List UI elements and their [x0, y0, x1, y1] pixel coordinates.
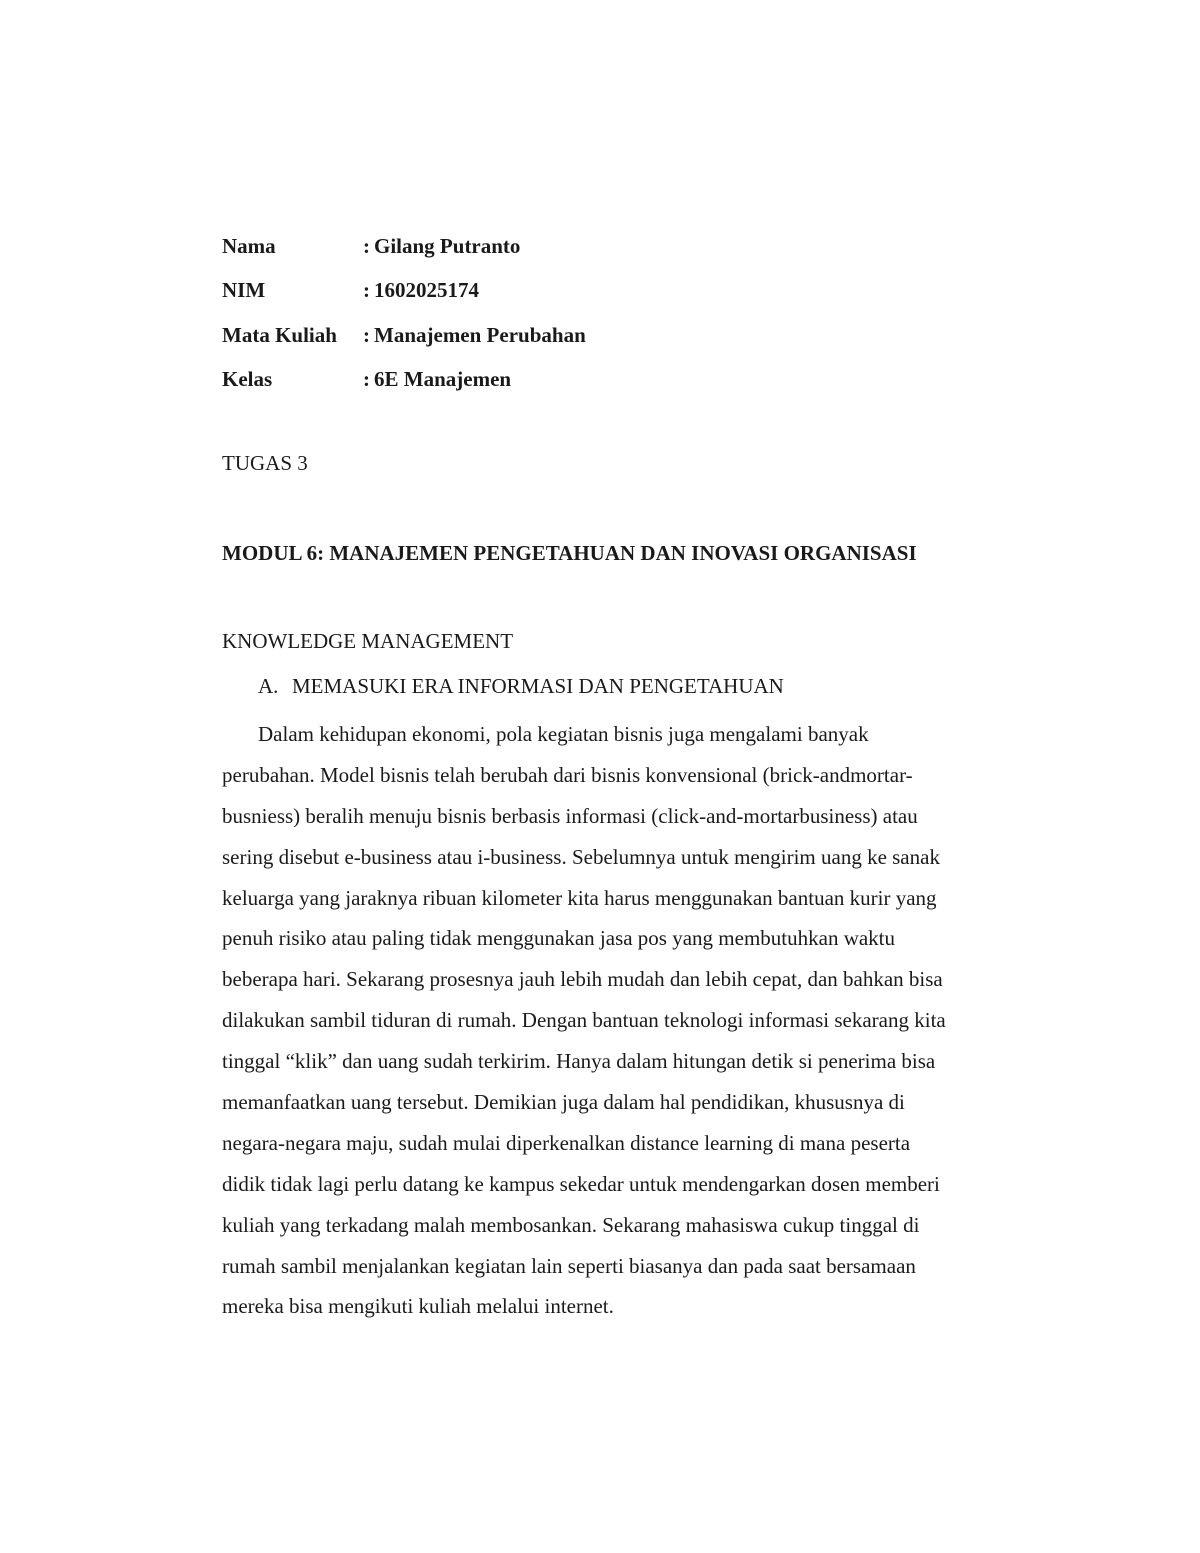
- document-content: [222, 224, 1042, 1319]
- assignment-title: TUGAS 3: [222, 451, 308, 475]
- info-value: 6E Manajemen: [374, 367, 512, 392]
- info-label: Mata Kuliah: [222, 322, 337, 347]
- info-value-cell: [363, 313, 586, 358]
- info-separator: :: [363, 367, 370, 392]
- info-separator: :: [363, 233, 370, 258]
- paragraph-line: rumah sambil menjalankan kegiatan lain seperti biasanya dan pada saat bersamaan: [222, 1253, 916, 1278]
- module-title: MODUL 6: MANAJEMEN PENGETAHUAN DAN INOVASI ORGANISASI: [222, 541, 917, 565]
- info-separator: :: [363, 278, 370, 303]
- paragraph-line: penuh risiko atau paling tidak menggunakan jasa pos yang membutuhkan waktu: [222, 926, 896, 951]
- paragraph-line: perubahan. Model bisnis telah berubah dari bisnis konvensional (brick-andmortar-: [222, 762, 913, 787]
- info-row-kelas: [222, 358, 586, 403]
- info-value-cell: [363, 224, 586, 269]
- paragraph-line: tinggal “klik” dan uang sudah terkirim. Hanya dalam hitungan detik si penerima bisa: [222, 1049, 936, 1074]
- info-value: Gilang Putranto: [374, 233, 521, 258]
- paragraph-line: busniess) beralih menuju bisnis berbasis informasi (click-and-mortarbusiness) atau: [222, 803, 918, 828]
- info-value-cell: [363, 358, 586, 403]
- paragraph-line: didik tidak lagi perlu datang ke kampus sekedar untuk mendengarkan dosen memberi: [222, 1171, 940, 1196]
- body-paragraph: [222, 714, 1040, 1327]
- paragraph-line: sering disebut e-business atau i-business. Sebelumnya untuk mengirim uang ke sanak: [222, 844, 940, 869]
- paragraph-line: keluarga yang jaraknya ribuan kilometer kita harus menggunakan bantuan kurir yang: [222, 885, 937, 910]
- paragraph-line: memanfaatkan uang tersebut. Demikian juga dalam hal pendidikan, khususnya di: [222, 1090, 905, 1115]
- paragraph-line: dilakukan sambil tiduran di rumah. Dengan bantuan teknologi informasi sekarang kita: [222, 1008, 946, 1033]
- subsection-letter: A.: [258, 674, 279, 698]
- subsection-heading: [258, 674, 784, 698]
- paragraph-line: Dalam kehidupan ekonomi, pola kegiatan bisnis juga mengalami banyak: [258, 722, 869, 746]
- section-heading: KNOWLEDGE MANAGEMENT: [222, 629, 514, 653]
- info-row-nim: [222, 269, 586, 314]
- info-label: Kelas: [222, 367, 273, 392]
- paragraph-line: negara-negara maju, sudah mulai diperkenalkan distance learning di mana peserta: [222, 1130, 911, 1155]
- info-separator: :: [363, 322, 370, 347]
- paragraph-line: mereka bisa mengikuti kuliah melalui internet.: [222, 1294, 614, 1319]
- info-value: 1602025174: [374, 278, 479, 303]
- info-row-mata-kuliah: [222, 313, 586, 358]
- student-info-table: [222, 224, 586, 402]
- subsection-title: MEMASUKI ERA INFORMASI DAN PENGETAHUAN: [292, 674, 784, 698]
- paragraph-line: beberapa hari. Sekarang prosesnya jauh lebih mudah dan lebih cepat, dan bahkan bisa: [222, 967, 943, 992]
- info-value: Manajemen Perubahan: [374, 322, 586, 347]
- paragraph-line: kuliah yang terkadang malah membosankan. Sekarang mahasiswa cukup tinggal di: [222, 1212, 920, 1237]
- info-value-cell: [363, 269, 586, 314]
- info-label: NIM: [222, 278, 266, 303]
- info-label: Nama: [222, 233, 276, 258]
- info-row-nama: [222, 224, 586, 269]
